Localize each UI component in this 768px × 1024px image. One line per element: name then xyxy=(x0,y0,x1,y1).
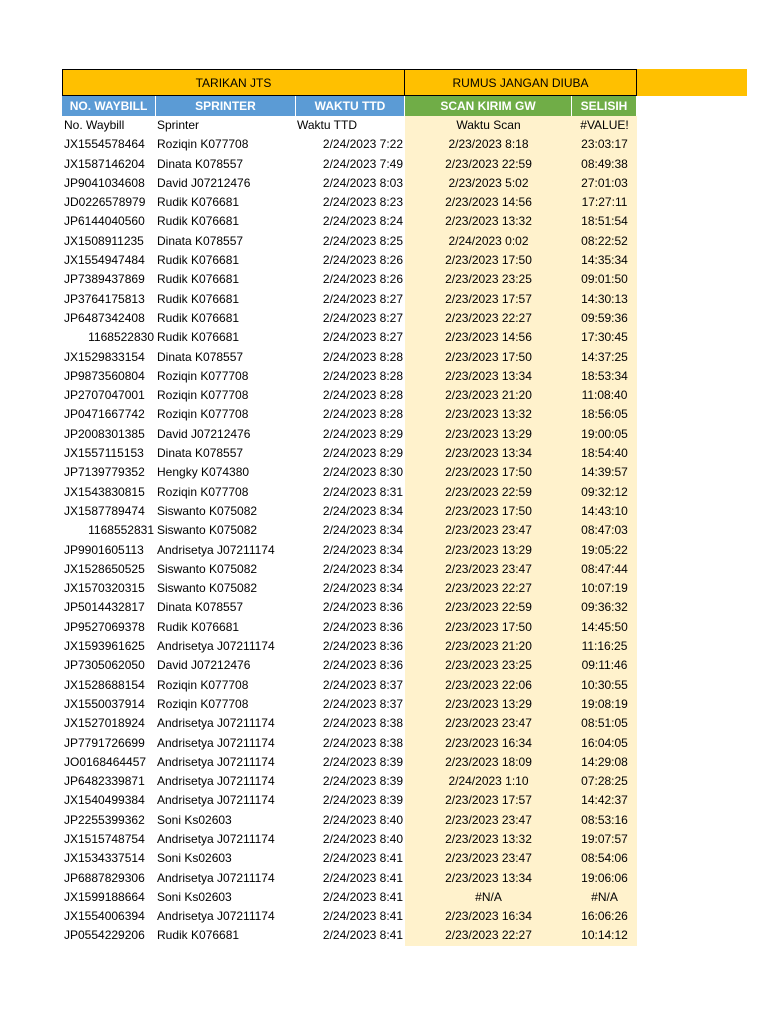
scan-kirim-cell[interactable]: 2/23/2023 14:56 xyxy=(405,328,572,347)
waybill-cell[interactable]: JP9873560804 xyxy=(64,368,145,383)
selisih-cell[interactable]: 16:06:26 xyxy=(572,907,637,926)
scan-kirim-cell[interactable]: 2/23/2023 22:27 xyxy=(405,926,572,945)
waybill-cell[interactable]: JP6487342408 xyxy=(64,310,145,325)
waybill-cell[interactable]: JP6482339871 xyxy=(64,774,145,789)
scan-kirim-cell[interactable]: 2/23/2023 23:47 xyxy=(405,560,572,579)
selisih-cell[interactable]: 11:08:40 xyxy=(572,386,637,405)
scan-kirim-cell[interactable]: 2/23/2023 16:34 xyxy=(405,907,572,926)
scan-kirim-cell[interactable]: 2/23/2023 22:06 xyxy=(405,676,572,695)
selisih-cell[interactable]: 18:56:05 xyxy=(572,405,637,424)
waybill-cell[interactable]: JX1593961625 xyxy=(64,639,145,654)
waybill-cell[interactable]: JX1554006394 xyxy=(64,909,145,924)
waybill-cell[interactable]: JX1587146204 xyxy=(64,156,145,171)
sprinter-cell[interactable]: David J07212476 xyxy=(157,175,251,190)
selisih-cell[interactable]: 08:47:44 xyxy=(572,560,637,579)
sprinter-cell[interactable]: Rudik K076681 xyxy=(157,195,240,210)
waybill-cell[interactable]: JX1508911235 xyxy=(64,233,144,248)
col-header-sprinter[interactable]: SPRINTER xyxy=(156,96,296,116)
scan-kirim-cell[interactable]: 2/23/2023 13:29 xyxy=(405,541,572,560)
scan-kirim-cell[interactable]: 2/23/2023 17:50 xyxy=(405,348,572,367)
waybill-cell[interactable]: JP7305062050 xyxy=(64,658,145,673)
scan-kirim-cell[interactable]: 2/23/2023 23:47 xyxy=(405,521,572,540)
scan-kirim-cell[interactable]: 2/23/2023 22:59 xyxy=(405,155,572,174)
waktu-ttd-cell[interactable]: 2/24/2023 8:34 xyxy=(322,561,403,576)
waybill-cell[interactable]: JP2707047001 xyxy=(64,388,145,403)
sprinter-cell[interactable]: Andrisetya J07211174 xyxy=(157,639,275,654)
waktu-ttd-cell[interactable]: 2/24/2023 8:24 xyxy=(322,214,403,229)
sprinter-cell[interactable]: Roziqin K077708 xyxy=(157,696,249,711)
waktu-ttd-cell[interactable]: 2/24/2023 8:34 xyxy=(322,581,403,596)
scan-kirim-cell[interactable]: 2/23/2023 17:57 xyxy=(405,791,572,810)
selisih-cell[interactable]: 18:53:34 xyxy=(572,367,637,386)
rumus-header-overflow[interactable] xyxy=(637,69,747,96)
waybill-cell[interactable]: JP3764175813 xyxy=(64,291,145,306)
sprinter-cell[interactable]: Rudik K076681 xyxy=(157,291,240,306)
sprinter-cell[interactable]: Roziqin K077708 xyxy=(157,368,249,383)
scan-kirim-cell[interactable]: 2/23/2023 22:27 xyxy=(405,579,572,598)
scan-kirim-cell[interactable]: 2/23/2023 8:18 xyxy=(405,135,572,154)
waybill-cell[interactable]: JP9527069378 xyxy=(64,619,145,634)
rumus-header[interactable]: RUMUS JANGAN DIUBA xyxy=(405,69,637,96)
waktu-ttd-cell[interactable]: 2/24/2023 8:28 xyxy=(322,388,403,403)
sprinter-cell[interactable]: Soni Ks02603 xyxy=(157,851,232,866)
selisih-cell[interactable]: 11:16:25 xyxy=(572,637,637,656)
waybill-cell[interactable]: JX1540499384 xyxy=(64,793,145,808)
selisih-cell[interactable]: 08:51:05 xyxy=(572,714,637,733)
selisih-cell[interactable]: 18:54:40 xyxy=(572,444,637,463)
scan-kirim-cell[interactable]: 2/23/2023 22:27 xyxy=(405,309,572,328)
waybill-cell[interactable]: JP7791726699 xyxy=(64,735,145,750)
sprinter-cell[interactable]: Siswanto K075082 xyxy=(157,523,258,538)
scan-kirim-cell[interactable]: 2/24/2023 1:10 xyxy=(405,772,572,791)
waktu-ttd-cell[interactable]: 2/24/2023 8:30 xyxy=(322,465,403,480)
waktu-ttd-cell[interactable]: 2/24/2023 8:39 xyxy=(322,754,403,769)
scan-kirim-cell[interactable]: 2/23/2023 13:32 xyxy=(405,830,572,849)
scan-kirim-cell[interactable]: 2/23/2023 23:25 xyxy=(405,656,572,675)
sprinter-cell[interactable]: David J07212476 xyxy=(157,658,251,673)
waktu-ttd-cell[interactable]: 2/24/2023 8:31 xyxy=(322,484,403,499)
selisih-cell[interactable]: 09:59:36 xyxy=(572,309,637,328)
waktu-ttd-cell[interactable]: 2/24/2023 8:23 xyxy=(322,195,403,210)
waybill-cell[interactable]: 1168552831 xyxy=(88,523,154,538)
selisih-cell[interactable]: 10:30:55 xyxy=(572,676,637,695)
waybill-cell[interactable]: JX1528688154 xyxy=(64,677,145,692)
sprinter-cell[interactable]: Andrisetya J07211174 xyxy=(157,754,275,769)
scan-kirim-cell[interactable]: 2/23/2023 5:02 xyxy=(405,174,572,193)
selisih-cell[interactable]: 09:11:46 xyxy=(572,656,637,675)
waybill-cell[interactable]: JP0554229206 xyxy=(64,928,145,943)
scan-kirim-cell[interactable]: 2/23/2023 23:47 xyxy=(405,714,572,733)
scan-kirim-cell[interactable]: 2/23/2023 13:34 xyxy=(405,367,572,386)
sprinter-cell[interactable]: Dinata K078557 xyxy=(157,233,244,248)
waybill-cell[interactable]: JX1599188664 xyxy=(64,889,145,904)
waktu-ttd-cell[interactable]: 2/24/2023 8:27 xyxy=(322,330,403,345)
waktu-ttd-cell[interactable]: 2/24/2023 8:41 xyxy=(322,870,403,885)
selisih-cell[interactable]: #VALUE! xyxy=(572,116,637,135)
selisih-cell[interactable]: 27:01:03 xyxy=(572,174,637,193)
scan-kirim-cell[interactable]: 2/23/2023 18:09 xyxy=(405,753,572,772)
waktu-ttd-cell[interactable]: 2/24/2023 8:27 xyxy=(322,291,403,306)
sprinter-cell[interactable]: Roziqin K077708 xyxy=(157,407,249,422)
scan-kirim-cell[interactable]: 2/23/2023 13:32 xyxy=(405,212,572,231)
waybill-cell[interactable]: JP5014432817 xyxy=(64,600,145,615)
scan-kirim-cell[interactable]: 2/23/2023 14:56 xyxy=(405,193,572,212)
selisih-cell[interactable]: 09:01:50 xyxy=(572,270,637,289)
selisih-cell[interactable]: 08:49:38 xyxy=(572,155,637,174)
selisih-cell[interactable]: 10:14:12 xyxy=(572,926,637,945)
waybill-cell[interactable]: JX1527018924 xyxy=(64,716,145,731)
scan-kirim-cell[interactable]: 2/24/2023 0:02 xyxy=(405,232,572,251)
waktu-ttd-cell[interactable]: 2/24/2023 8:41 xyxy=(322,889,403,904)
waybill-cell[interactable]: JX1557115153 xyxy=(64,446,144,461)
scan-kirim-cell[interactable]: 2/23/2023 17:50 xyxy=(405,251,572,270)
col-header-waktu-ttd[interactable]: WAKTU TTD xyxy=(296,96,405,116)
sprinter-cell[interactable]: Andrisetya J07211174 xyxy=(157,831,275,846)
selisih-cell[interactable]: 08:54:06 xyxy=(572,849,637,868)
selisih-cell[interactable]: 19:08:19 xyxy=(572,695,637,714)
waktu-ttd-cell[interactable]: 2/24/2023 8:39 xyxy=(322,793,403,808)
sprinter-cell[interactable]: Soni Ks02603 xyxy=(157,812,232,827)
waktu-ttd-cell[interactable]: 2/24/2023 8:29 xyxy=(322,426,403,441)
sprinter-cell[interactable]: Rudik K076681 xyxy=(157,619,240,634)
waybill-cell[interactable]: JX1529833154 xyxy=(64,349,145,364)
selisih-cell[interactable]: 08:53:16 xyxy=(572,811,637,830)
scan-kirim-cell[interactable]: 2/23/2023 13:29 xyxy=(405,695,572,714)
scan-kirim-cell[interactable]: Waktu Scan xyxy=(405,116,572,135)
scan-kirim-cell[interactable]: 2/23/2023 21:20 xyxy=(405,386,572,405)
scan-kirim-cell[interactable]: 2/23/2023 17:50 xyxy=(405,502,572,521)
tarikan-jts-header[interactable]: TARIKAN JTS xyxy=(62,69,405,96)
waybill-cell[interactable]: JP9901605113 xyxy=(64,542,144,557)
selisih-cell[interactable]: 08:22:52 xyxy=(572,232,637,251)
waktu-ttd-cell[interactable]: 2/24/2023 8:41 xyxy=(322,851,403,866)
scan-kirim-cell[interactable]: 2/23/2023 23:25 xyxy=(405,270,572,289)
scan-kirim-cell[interactable]: 2/23/2023 22:59 xyxy=(405,598,572,617)
sprinter-cell[interactable]: Roziqin K077708 xyxy=(157,388,249,403)
selisih-cell[interactable]: #N/A xyxy=(572,888,637,907)
waybill-cell[interactable]: 1168522830 xyxy=(88,330,154,345)
waybill-cell[interactable]: JX1554947484 xyxy=(64,253,145,268)
sprinter-cell[interactable]: Andrisetya J07211174 xyxy=(157,542,275,557)
col-header-selisih[interactable]: SELISIH xyxy=(572,96,637,116)
waktu-ttd-cell[interactable]: 2/24/2023 8:26 xyxy=(322,253,403,268)
sprinter-cell[interactable]: Hengky K074380 xyxy=(157,465,250,480)
sprinter-cell[interactable]: Soni Ks02603 xyxy=(157,889,232,904)
waybill-cell[interactable]: JX1570320315 xyxy=(64,581,145,596)
waktu-ttd-cell[interactable]: 2/24/2023 8:28 xyxy=(322,407,403,422)
selisih-cell[interactable]: 19:05:22 xyxy=(572,541,637,560)
selisih-cell[interactable]: 09:36:32 xyxy=(572,598,637,617)
waktu-ttd-cell[interactable]: 2/24/2023 8:36 xyxy=(322,639,403,654)
selisih-cell[interactable]: 14:37:25 xyxy=(572,348,637,367)
waybill-cell[interactable]: JP7389437869 xyxy=(64,272,145,287)
waybill-cell[interactable]: JX1543830815 xyxy=(64,484,145,499)
waybill-cell[interactable]: JD0226578979 xyxy=(64,195,146,210)
sprinter-cell[interactable]: Roziqin K077708 xyxy=(157,484,249,499)
sprinter-cell[interactable]: Siswanto K075082 xyxy=(157,561,258,576)
waybill-cell[interactable]: JX1587789474 xyxy=(64,503,145,518)
waktu-ttd-cell[interactable]: 2/24/2023 7:49 xyxy=(322,156,403,171)
scan-kirim-cell[interactable]: 2/23/2023 13:32 xyxy=(405,405,572,424)
scan-kirim-cell[interactable]: 2/23/2023 23:47 xyxy=(405,811,572,830)
waybill-cell[interactable]: JX1550037914 xyxy=(64,696,145,711)
selisih-cell[interactable]: 07:28:25 xyxy=(572,772,637,791)
waktu-ttd-cell[interactable]: 2/24/2023 8:36 xyxy=(322,600,403,615)
scan-kirim-cell[interactable]: 2/23/2023 16:34 xyxy=(405,734,572,753)
waktu-ttd-cell[interactable]: 2/24/2023 8:28 xyxy=(322,349,403,364)
selisih-cell[interactable]: 19:06:06 xyxy=(572,869,637,888)
selisih-cell[interactable]: 14:43:10 xyxy=(572,502,637,521)
sprinter-cell[interactable]: Dinata K078557 xyxy=(157,349,244,364)
waybill-cell[interactable]: No. Waybill xyxy=(64,118,125,132)
waybill-cell[interactable]: JX1528650525 xyxy=(64,561,145,576)
selisih-cell[interactable]: 17:27:11 xyxy=(572,193,637,212)
sprinter-cell[interactable]: Siswanto K075082 xyxy=(157,503,258,518)
sprinter-cell[interactable]: Rudik K076681 xyxy=(157,310,240,325)
selisih-cell[interactable]: 18:51:54 xyxy=(572,212,637,231)
waktu-ttd-cell[interactable]: 2/24/2023 8:38 xyxy=(322,716,403,731)
waktu-ttd-cell[interactable]: 2/24/2023 8:40 xyxy=(322,831,403,846)
selisih-cell[interactable]: 14:35:34 xyxy=(572,251,637,270)
selisih-cell[interactable]: 14:29:08 xyxy=(572,753,637,772)
selisih-cell[interactable]: 10:07:19 xyxy=(572,579,637,598)
waybill-cell[interactable]: JP9041034608 xyxy=(64,175,145,190)
sprinter-cell[interactable]: Roziqin K077708 xyxy=(157,677,249,692)
scan-kirim-cell[interactable]: 2/23/2023 13:34 xyxy=(405,444,572,463)
selisih-cell[interactable]: 14:42:37 xyxy=(572,791,637,810)
waybill-cell[interactable]: JP6887829306 xyxy=(64,870,145,885)
scan-kirim-cell[interactable]: 2/23/2023 13:29 xyxy=(405,425,572,444)
scan-kirim-cell[interactable]: 2/23/2023 21:20 xyxy=(405,637,572,656)
waktu-ttd-cell[interactable]: 2/24/2023 8:29 xyxy=(322,446,403,461)
selisih-cell[interactable]: 19:00:05 xyxy=(572,425,637,444)
sprinter-cell[interactable]: Andrisetya J07211174 xyxy=(157,774,275,789)
sprinter-cell[interactable]: Roziqin K077708 xyxy=(157,137,249,152)
sprinter-cell[interactable]: Siswanto K075082 xyxy=(157,581,258,596)
col-header-waybill[interactable]: NO. WAYBILL xyxy=(62,96,156,116)
sprinter-cell[interactable]: Andrisetya J07211174 xyxy=(157,735,275,750)
waktu-ttd-cell[interactable]: 2/24/2023 8:03 xyxy=(322,175,403,190)
sprinter-cell[interactable]: Andrisetya J07211174 xyxy=(157,716,275,731)
waybill-cell[interactable]: JX1554578464 xyxy=(64,137,145,152)
sprinter-cell[interactable]: Andrisetya J07211174 xyxy=(157,870,275,885)
waybill-cell[interactable]: JX1534337514 xyxy=(64,851,145,866)
sprinter-cell[interactable]: Rudik K076681 xyxy=(157,253,240,268)
waybill-cell[interactable]: JO0168464457 xyxy=(64,754,147,769)
sprinter-cell[interactable]: Sprinter xyxy=(157,118,200,132)
waktu-ttd-cell[interactable]: 2/24/2023 8:27 xyxy=(322,310,403,325)
col-header-scan-kirim[interactable]: SCAN KIRIM GW xyxy=(405,96,572,116)
selisih-cell[interactable]: 16:04:05 xyxy=(572,734,637,753)
waybill-cell[interactable]: JP2008301385 xyxy=(64,426,145,441)
sprinter-cell[interactable]: Rudik K076681 xyxy=(157,330,240,345)
sprinter-cell[interactable]: Dinata K078557 xyxy=(157,156,244,171)
selisih-cell[interactable]: 14:30:13 xyxy=(572,290,637,309)
sprinter-cell[interactable]: Rudik K076681 xyxy=(157,928,240,943)
waktu-ttd-cell[interactable]: 2/24/2023 8:36 xyxy=(322,658,403,673)
waybill-cell[interactable]: JP7139779352 xyxy=(64,465,145,480)
waktu-ttd-cell[interactable]: 2/24/2023 8:41 xyxy=(322,928,403,943)
waybill-cell[interactable]: JP2255399362 xyxy=(64,812,145,827)
waktu-ttd-cell[interactable]: 2/24/2023 8:36 xyxy=(322,619,403,634)
waktu-ttd-cell[interactable]: 2/24/2023 8:39 xyxy=(322,774,403,789)
scan-kirim-cell[interactable]: 2/23/2023 17:50 xyxy=(405,463,572,482)
waktu-ttd-cell[interactable]: 2/24/2023 7:22 xyxy=(322,137,403,152)
scan-kirim-cell[interactable]: 2/23/2023 17:50 xyxy=(405,618,572,637)
waktu-ttd-cell[interactable]: 2/24/2023 8:37 xyxy=(322,696,403,711)
waktu-ttd-cell[interactable]: 2/24/2023 8:26 xyxy=(322,272,403,287)
scan-kirim-cell[interactable]: 2/23/2023 22:59 xyxy=(405,483,572,502)
scan-kirim-cell[interactable]: 2/23/2023 23:47 xyxy=(405,849,572,868)
waktu-ttd-cell[interactable]: 2/24/2023 8:34 xyxy=(322,542,403,557)
selisih-cell[interactable]: 23:03:17 xyxy=(572,135,637,154)
scan-kirim-cell[interactable]: 2/23/2023 13:34 xyxy=(405,869,572,888)
scan-kirim-cell[interactable]: 2/23/2023 17:57 xyxy=(405,290,572,309)
selisih-cell[interactable]: 17:30:45 xyxy=(572,328,637,347)
waktu-ttd-cell[interactable]: 2/24/2023 8:34 xyxy=(322,523,403,538)
waktu-ttd-cell[interactable]: 2/24/2023 8:38 xyxy=(322,735,403,750)
sprinter-cell[interactable]: David J07212476 xyxy=(157,426,251,441)
sprinter-cell[interactable]: Dinata K078557 xyxy=(157,600,244,615)
waybill-cell[interactable]: JP6144040560 xyxy=(64,214,145,229)
selisih-cell[interactable]: 14:39:57 xyxy=(572,463,637,482)
selisih-cell[interactable]: 08:47:03 xyxy=(572,521,637,540)
selisih-cell[interactable]: 09:32:12 xyxy=(572,483,637,502)
sprinter-cell[interactable]: Rudik K076681 xyxy=(157,272,240,287)
sprinter-cell[interactable]: Rudik K076681 xyxy=(157,214,240,229)
selisih-cell[interactable]: 14:45:50 xyxy=(572,618,637,637)
scan-kirim-cell[interactable]: #N/A xyxy=(405,888,572,907)
sprinter-cell[interactable]: Dinata K078557 xyxy=(157,446,244,461)
waybill-cell[interactable]: JX1515748754 xyxy=(64,831,145,846)
waktu-ttd-cell[interactable]: Waktu TTD xyxy=(297,118,358,132)
waktu-ttd-cell[interactable]: 2/24/2023 8:34 xyxy=(322,503,403,518)
waktu-ttd-cell[interactable]: 2/24/2023 8:40 xyxy=(322,812,403,827)
waktu-ttd-cell[interactable]: 2/24/2023 8:25 xyxy=(322,233,403,248)
sprinter-cell[interactable]: Andrisetya J07211174 xyxy=(157,909,275,924)
waktu-ttd-cell[interactable]: 2/24/2023 8:37 xyxy=(322,677,403,692)
waybill-cell[interactable]: JP0471667742 xyxy=(64,407,145,422)
waktu-ttd-cell[interactable]: 2/24/2023 8:41 xyxy=(322,909,403,924)
sprinter-cell[interactable]: Andrisetya J07211174 xyxy=(157,793,275,808)
waktu-ttd-cell[interactable]: 2/24/2023 8:28 xyxy=(322,368,403,383)
selisih-cell[interactable]: 19:07:57 xyxy=(572,830,637,849)
